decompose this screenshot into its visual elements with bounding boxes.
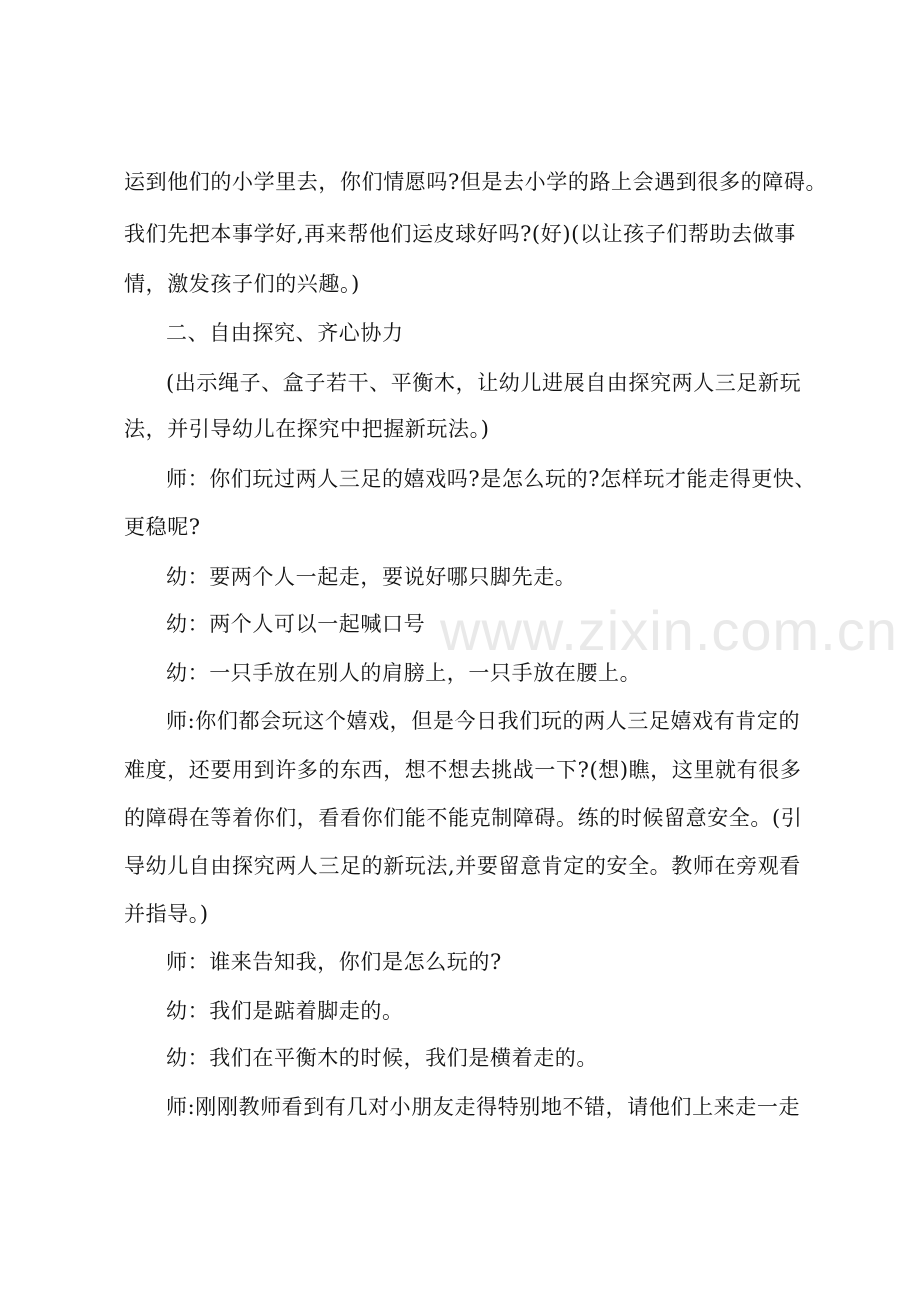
text-line: 师：你们玩过两人三足的嬉戏吗?是怎么玩的?怎样玩才能走得更快、	[166, 467, 817, 491]
text-line: 师：谁来告知我，你们是怎么玩的?	[166, 950, 502, 974]
text-line: 更稳呢?	[124, 515, 201, 539]
text-line: 导幼儿自由探究两人三足的新玩法,并要留意肯定的安全。教师在旁观看	[124, 854, 801, 878]
text-line: 并指导。)	[124, 902, 209, 926]
text-line: 运到他们的小学里去，你们情愿吗?但是去小学的路上会遇到很多的障碍。	[124, 170, 828, 194]
watermark: www.zixin.com.cn	[440, 599, 898, 662]
text-line: 的障碍在等着你们，看看你们能不能克制障碍。练的时候留意安全。(引	[124, 806, 803, 830]
section-heading: 二、自由探究、齐心协力	[166, 321, 404, 345]
text-line: 幼：一只手放在别人的肩膀上，一只手放在腰上。	[166, 661, 642, 685]
text-line: 难度，还要用到许多的东西，想不想去挑战一下?(想)瞧，这里就有很多	[124, 758, 802, 782]
text-line: 师:刚刚教师看到有几对小朋友走得特别地不错，请他们上来走一走	[166, 1095, 801, 1119]
text-line: 法，并引导幼儿在探究中把握新玩法。)	[124, 417, 490, 441]
text-line: 幼：要两个人一起走，要说好哪只脚先走。	[166, 565, 577, 589]
text-line: (出示绳子、盒子若干、平衡木，让幼儿进展自由探究两人三足新玩	[166, 371, 802, 395]
text-line: 情，激发孩子们的兴趣。)	[124, 272, 360, 296]
text-line: 幼：我们是踮着脚走的。	[166, 999, 404, 1023]
text-line: 幼：我们在平衡木的时候，我们是横着走的。	[166, 1046, 598, 1070]
text-line: 师:你们都会玩这个嬉戏，但是今日我们玩的两人三足嬉戏有肯定的	[166, 709, 801, 733]
text-line: 幼：两个人可以一起喊口号	[166, 612, 426, 636]
text-line: 我们先把本事学好,再来帮他们运皮球好吗?(好)(以让孩子们帮助去做事	[124, 222, 796, 246]
